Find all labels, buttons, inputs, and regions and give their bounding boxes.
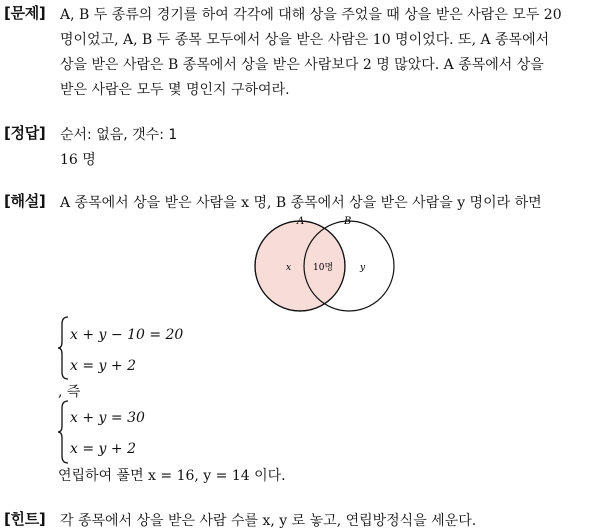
- answer-value: 16 명: [60, 152, 96, 168]
- hint-tag: [힌트]: [4, 510, 46, 528]
- system1-eq1: x + y − 10 = 20: [70, 327, 184, 343]
- system2-eq2: x = y + 2: [70, 441, 136, 457]
- solution-tag: [해설]: [4, 192, 46, 210]
- connector-text: , 즉: [58, 384, 81, 400]
- system1-eq2: x = y + 2: [70, 358, 136, 374]
- venn-right-value: y: [360, 263, 366, 273]
- hint-text: 각 종목에서 상을 받은 사람 수를 x, y 로 놓고, 연립방정식을 세운다.: [60, 513, 477, 529]
- venn-left-value: x: [286, 263, 292, 273]
- problem-line-3: 상을 받은 사람은 B 종목에서 상을 받은 사람보다 2 명 많았다. A 종목에서 상을: [60, 57, 544, 73]
- problem-line-1: A, B 두 종류의 경기를 하여 각각에 대해 상을 주었을 때 상을 받은 사람은 모두 20: [60, 7, 562, 23]
- answer-tag: [정답]: [4, 124, 46, 142]
- venn-label-a: A: [297, 216, 305, 227]
- left-brace-1: [58, 316, 70, 380]
- problem-line-4: 받은 사람은 모두 몇 명인지 구하여라.: [60, 82, 290, 98]
- system2-eq1: x + y = 30: [70, 410, 145, 426]
- left-brace-2: [58, 400, 70, 464]
- solution-result: 연립하여 풀면 x = 16, y = 14 이다.: [58, 468, 286, 484]
- venn-diagram: [240, 212, 410, 316]
- problem-line-2: 명이었고, A, B 두 종목 모두에서 상을 받은 사람은 10 명이었다. 또, A 종목에서: [60, 32, 550, 48]
- solution-intro: A 종목에서 상을 받은 사람을 x 명, B 종목에서 상을 받은 사람을 y 명이라 하면: [60, 195, 542, 211]
- venn-center-value: 10명: [313, 263, 334, 273]
- problem-tag: [문제]: [4, 4, 46, 22]
- answer-meta: 순서: 없음, 갯수: 1: [60, 127, 178, 143]
- venn-label-b: B: [344, 216, 352, 227]
